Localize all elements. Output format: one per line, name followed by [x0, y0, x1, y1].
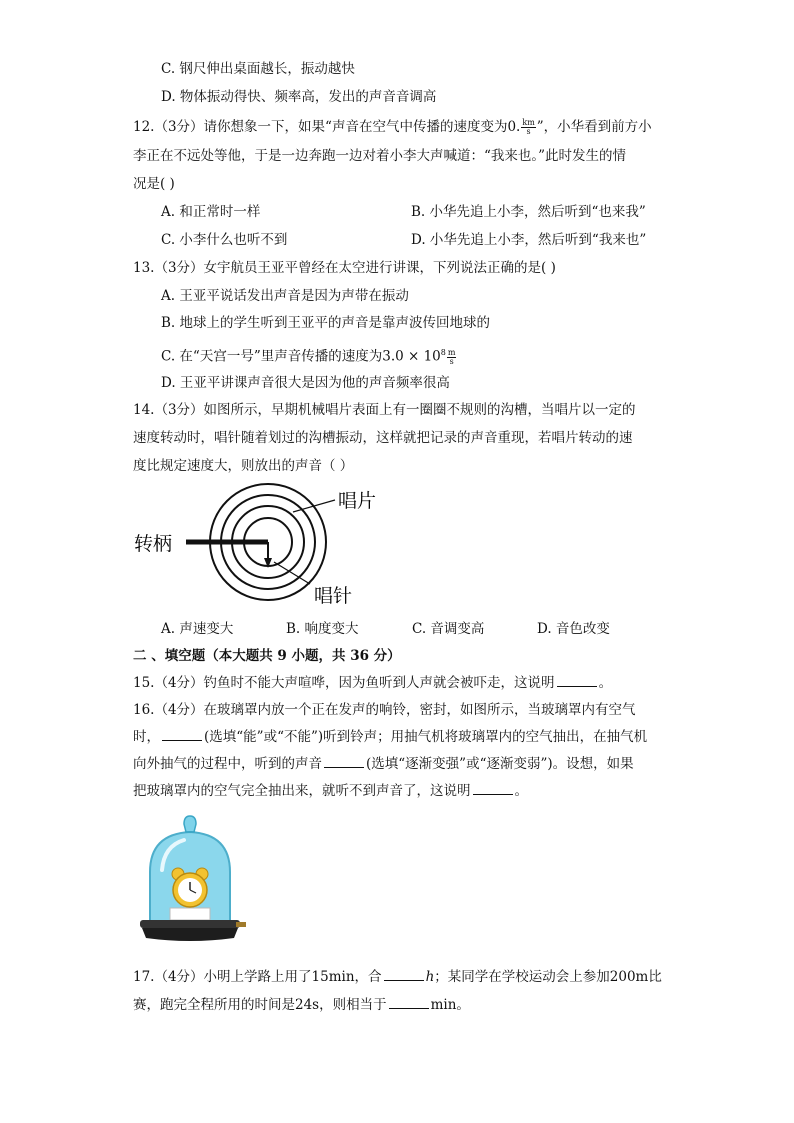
- q12-stem-line3: 况是( ): [133, 176, 175, 192]
- q12-frac-numerator: km: [522, 118, 535, 127]
- q12-stem-line2: 李正在不远处等他，于是一边奔跑一边对着小李大声喊道：“我来也。”此时发生的情: [133, 148, 627, 164]
- q17-blank-2[interactable]: [389, 996, 429, 1009]
- q17-unit-h: h: [425, 969, 435, 985]
- bell-jar-illustration: [136, 812, 251, 947]
- q15-answer-blank[interactable]: [557, 674, 597, 687]
- q15-text: 15.（4分）钓鱼时不能大声喧哗，因为鱼听到人声就会被吓走，这说明: [133, 675, 555, 691]
- q16-line3-pre: 向外抽气的过程中，听到的声音: [133, 756, 322, 772]
- q14-option-d: D. 音色改变: [537, 621, 610, 637]
- air-valve: [236, 922, 246, 927]
- q16-line4-post: 。: [514, 783, 528, 799]
- section-2-heading: 二 、填空题（本大题共 9 小题，共 36 分）: [133, 648, 401, 664]
- q16-line2-post: (选填“能”或“不能”)听到铃声；用抽气机将玻璃罩内的空气抽出，在抽气机: [204, 729, 648, 745]
- q12-option-a: A. 和正常时一样: [161, 204, 261, 220]
- q17-blank-1[interactable]: [384, 968, 424, 981]
- q13-unit-fraction: [447, 349, 457, 366]
- record-label: 唱片: [338, 490, 377, 512]
- q12-option-b: B. 小华先追上小李，然后听到“也来我”: [411, 204, 646, 220]
- needle-label: 唱针: [314, 585, 353, 607]
- q16-line2: [133, 728, 647, 746]
- q12-speed-fraction: [521, 119, 535, 136]
- q12-stem-text-a: 12.（3分）请你想象一下，如果“声音在空气中传播的速度变为0.: [133, 119, 521, 135]
- q13-option-a: A. 王亚平说话发出声音是因为声带在振动: [161, 288, 409, 304]
- jar-knob: [184, 816, 196, 832]
- q17-line1-post: ；某同学在学校运动会上参加200m比: [434, 969, 662, 985]
- q16-line3: [133, 755, 634, 773]
- q14-stem-line3: 度比规定速度大，则放出的声音（ ）: [133, 458, 354, 474]
- q13-exponent: 8: [440, 348, 446, 357]
- q15-line: [133, 674, 612, 692]
- q16-line4: [133, 782, 528, 800]
- q17-line2: [133, 996, 470, 1014]
- handle-label: 转柄: [134, 533, 173, 555]
- base-plate: [142, 928, 238, 941]
- q14-option-c: C. 音调变高: [412, 621, 485, 637]
- q16-line1: 16.（4分）在玻璃罩内放一个正在发声的响铃，密封，如图所示，当玻璃罩内有空气: [133, 702, 636, 718]
- q16-blank-1[interactable]: [162, 728, 202, 741]
- q17-line2-pre: 赛，跑完全程所用的时间是24s，则相当于: [133, 997, 387, 1013]
- q16-line2-pre: 时，: [133, 729, 160, 745]
- q12-frac-denominator: s: [526, 127, 531, 136]
- q13-option-c-text: C. 在“天宫一号”里声音传播的速度为3.0 × 10: [161, 348, 441, 365]
- q16-blank-2[interactable]: [324, 755, 364, 768]
- q13-option-b: B. 地球上的学生听到王亚平的声音是靠声波传回地球的: [161, 315, 491, 331]
- q14-option-a: A. 声速变大: [161, 621, 234, 637]
- q13-frac-numerator: m: [447, 347, 456, 357]
- q14-option-b: B. 响度变大: [286, 621, 359, 637]
- q12-option-c: C. 小李什么也听不到: [161, 232, 288, 248]
- record-player-figure: [130, 480, 390, 610]
- q17-line1-pre: 17.（4分）小明上学路上用了15min，合: [133, 969, 382, 985]
- q13-option-d: D. 王亚平讲课声音很大是因为他的声音频率很高: [161, 375, 450, 391]
- q13-frac-denominator: s: [449, 356, 454, 366]
- q13-stem: 13.（3分）女宇航员王亚平曾经在太空进行讲课，下列说法正确的是( ): [133, 260, 556, 276]
- q16-line4-pre: 把玻璃罩内的空气完全抽出来，就听不到声音了，这说明: [133, 783, 471, 799]
- q11-option-d: D. 物体振动得快、频率高，发出的声音音调高: [161, 89, 437, 105]
- q17-line1: [133, 968, 662, 986]
- q14-stem-line2: 速度转动时，唱针随着划过的沟槽振动，这样就把记录的声音重现，若唱片转动的速: [133, 430, 633, 446]
- q12-option-d: D. 小华先追上小李，然后听到“我来也”: [411, 232, 647, 248]
- q13-option-c: [161, 344, 457, 366]
- clock-stand: [170, 908, 210, 920]
- q12-stem-line1: [133, 118, 652, 136]
- q12-stem-text-b: ”，小华看到前方小: [536, 119, 652, 135]
- q16-line3-post: (选填“逐渐变强”或“逐渐变弱”)。设想，如果: [366, 756, 634, 772]
- q17-line2-post: min。: [430, 997, 470, 1013]
- q16-blank-3[interactable]: [473, 782, 513, 795]
- q11-option-c: C. 钢尺伸出桌面越长，振动越快: [161, 61, 355, 77]
- q15-end: 。: [598, 675, 613, 691]
- q14-stem-line1: 14.（3分）如图所示，早期机械唱片表面上有一圈圈不规则的沟槽，当唱片以一定的: [133, 402, 636, 418]
- base-plate-top: [140, 920, 240, 928]
